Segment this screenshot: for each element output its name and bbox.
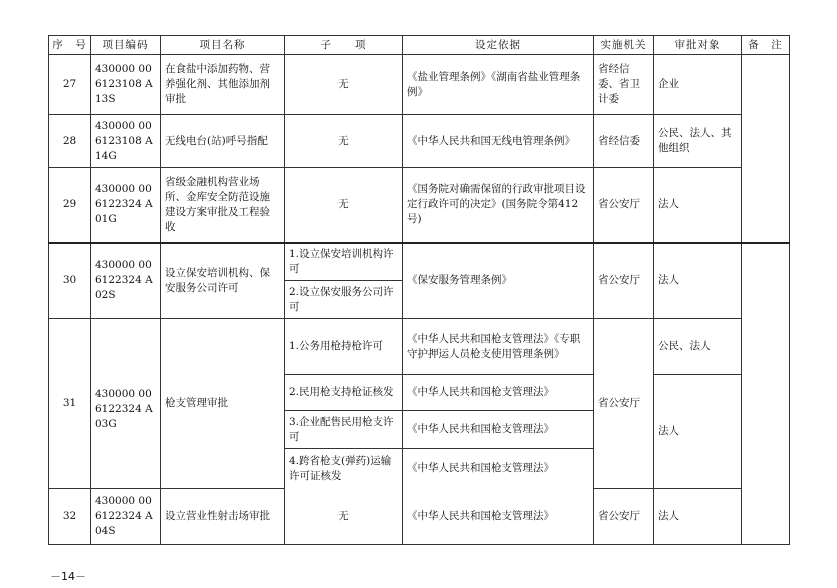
row-subitem: 2.民用枪支持枪证核发	[285, 375, 403, 411]
row-subitem: 无	[285, 168, 403, 243]
row-code: 430000 006122324 A01G	[91, 168, 161, 243]
row-no: 31	[49, 319, 91, 489]
row-name: 省级金融机构营业场所、金库安全防范设施建设方案审批及工程验收	[161, 168, 285, 243]
row-subitem: 1.设立保安培训机构许可	[285, 243, 403, 281]
row-basis: 《中华人民共和国枪支管理法》	[403, 375, 594, 411]
header-code: 项目编码	[91, 36, 161, 55]
row-target: 法人	[654, 489, 742, 545]
row-code: 430000 006123108 A14G	[91, 115, 161, 168]
row-target: 法人	[654, 375, 742, 489]
row-agency: 省公安厅	[594, 489, 654, 545]
row-name: 在食盐中添加药物、营养强化剂、其他添加剂审批	[161, 55, 285, 115]
table-header-row	[49, 36, 790, 55]
header-subitem: 子 项	[285, 36, 403, 55]
table-row	[49, 115, 790, 168]
row-basis: 《中华人民共和国无线电管理条例》	[403, 115, 594, 168]
row-target: 法人	[654, 243, 742, 319]
row-subitem: 无	[285, 489, 403, 545]
row-target: 企业	[654, 55, 742, 115]
row-basis: 《中华人民共和国枪支管理法》	[403, 411, 594, 449]
row-target: 法人	[654, 168, 742, 243]
row-basis: 《盐业管理条例》《湖南省盐业管理条例》	[403, 55, 594, 115]
row-subitem: 无	[285, 55, 403, 115]
header-basis: 设定依据	[403, 36, 594, 55]
header-agency: 实施机关	[594, 36, 654, 55]
table-row	[49, 55, 790, 115]
row-no: 27	[49, 55, 91, 115]
table-row	[49, 168, 790, 243]
row-agency: 省公安厅	[594, 243, 654, 319]
row-basis: 《中华人民共和国枪支管理法》	[403, 449, 594, 489]
table-row	[49, 489, 790, 545]
row-subitem: 无	[285, 115, 403, 168]
row-no: 29	[49, 168, 91, 243]
row-agency: 省经信委、省卫计委	[594, 55, 654, 115]
page-number: －14－	[50, 570, 86, 583]
header-name: 项目名称	[161, 36, 285, 55]
row-code: 430000 006123108 A13S	[91, 55, 161, 115]
row-basis: 《中华人民共和国枪支管理法》《专职守护押运人员枪支使用管理条例》	[403, 319, 594, 375]
row-basis: 《保安服务管理条例》	[403, 243, 594, 319]
row-code: 430000 006122324 A02S	[91, 243, 161, 319]
header-target: 审批对象	[654, 36, 742, 55]
table-row	[49, 243, 790, 281]
row-agency: 省公安厅	[594, 319, 654, 489]
row-remark	[742, 243, 790, 545]
row-code: 430000 006122324 A03G	[91, 319, 161, 489]
header-remark: 备 注	[742, 36, 790, 55]
row-name: 设立保安培训机构、保安服务公司许可	[161, 243, 285, 319]
row-target: 公民、法人	[654, 319, 742, 375]
row-name: 枪支管理审批	[161, 319, 285, 489]
row-basis: 《中华人民共和国枪支管理法》	[403, 489, 594, 545]
row-no: 32	[49, 489, 91, 545]
row-name: 无线电台(站)呼号指配	[161, 115, 285, 168]
row-target: 公民、法人、其他组织	[654, 115, 742, 168]
row-agency: 省经信委	[594, 115, 654, 168]
header-no: 序 号	[49, 36, 91, 55]
row-remark	[742, 55, 790, 243]
row-no: 30	[49, 243, 91, 319]
row-name: 设立营业性射击场审批	[161, 489, 285, 545]
row-subitem: 4.跨省枪支(弹药)运输许可证核发	[285, 449, 403, 489]
row-agency: 省公安厅	[594, 168, 654, 243]
row-subitem: 3.企业配售民用枪支许可	[285, 411, 403, 449]
row-no: 28	[49, 115, 91, 168]
row-basis: 《国务院对确需保留的行政审批项目设定行政许可的决定》(国务院令第412号)	[403, 168, 594, 243]
approval-items-table	[48, 35, 790, 545]
row-subitem: 1.公务用枪持枪许可	[285, 319, 403, 375]
row-code: 430000 006122324 A04S	[91, 489, 161, 545]
row-subitem: 2.设立保安服务公司许可	[285, 281, 403, 319]
table-row	[49, 319, 790, 375]
